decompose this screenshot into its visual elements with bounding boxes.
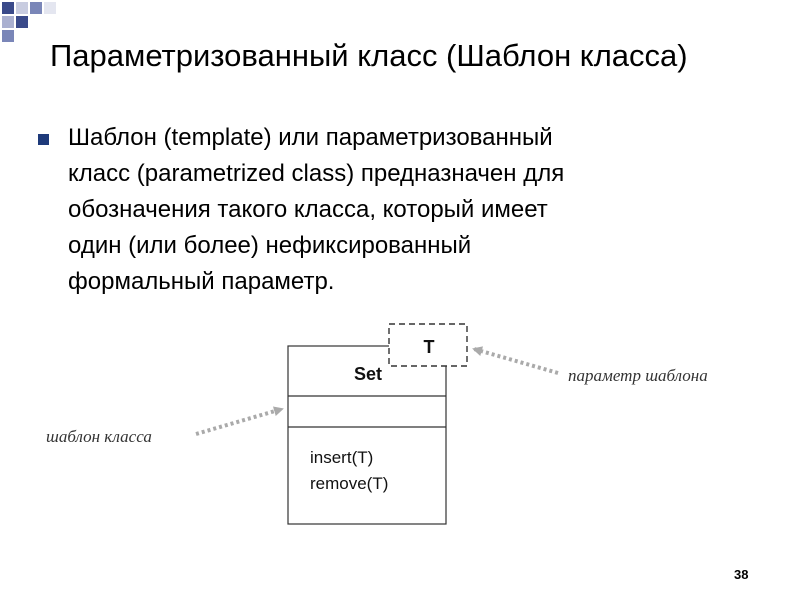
operation-remove: remove(T) xyxy=(310,474,389,493)
bullet-line: обозначения такого класса, который имеет xyxy=(68,196,548,223)
bullet-line: один (или более) нефиксированный xyxy=(68,232,472,259)
bullet-line: Шаблон (template) или параметризованный xyxy=(68,124,553,151)
label-template-class: шаблон класса xyxy=(46,427,152,446)
template-parameter-label: T xyxy=(423,337,435,357)
label-template-parameter: параметр шаблона xyxy=(568,366,708,385)
page-number: 38 xyxy=(734,567,749,582)
arrow-to-class xyxy=(196,409,282,434)
class-name: Set xyxy=(353,364,383,384)
operation-insert: insert(T) xyxy=(310,448,374,467)
class-box xyxy=(288,346,446,524)
template-parameter-box xyxy=(389,324,467,366)
arrow-to-parameter xyxy=(474,349,558,373)
bullet-line: класс (parametrized class) предназначен для xyxy=(68,160,565,187)
bullet-line: формальный параметр. xyxy=(68,268,335,295)
slide-title: Параметризованный класс (Шаблон класса) xyxy=(50,38,688,73)
